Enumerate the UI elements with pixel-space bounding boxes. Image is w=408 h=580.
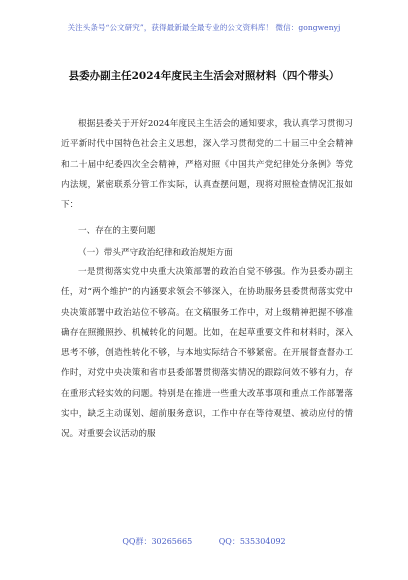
body-paragraph: 一是贯彻落实党中央重大决策部署的政治自觉不够强。作为县委办副主任，对“两个维护”的内涵要求领会不够深入，在协助服务县委贯彻落实党中央决策部署中政治站位不够高。在文稿服务工作中，对上级精神把握不够准确存在照搬照抄、机械转化的问题。比如，在起草重要文件和材料时，深入思考不够，创造性转化不够，与本地实际结合不够紧密。在开展督查督办工作时，对党中央决策和省市县委部署贯彻落实情况的跟踪问效不够有力，存在重形式轻实效的问题。特别是在推进一些重大改革事项和重点工作部署落实中，缺乏主动谋划、超前服务意识，工作中存在等待观望、被动应付的情况。对重要会议活动的服 <box>61 267 353 440</box>
footer-qq: QQ：535304092 <box>218 537 286 546</box>
section-heading: 一、存在的主要问题 <box>78 226 156 236</box>
footer-qq-group: QQ群：30265665 <box>122 537 193 546</box>
footer-contact <box>0 536 408 547</box>
subsection-heading: （一）带头严守政治纪律和政治规矩方面 <box>78 248 233 258</box>
header-notice: 关注头条号“公文研究”，获得最新最全最专业的公文资料库！ 微信：gongwenyj <box>67 23 341 32</box>
intro-paragraph: 根据县委关于开好2024年度民主生活会的通知要求，我认真学习贯彻习近平新时代中国特色社会主义思想，深入学习贯彻党的二十届三中全会精神和二十届中纪委四次全会精神，严格对照《中国共产党纪律处分条例》等党内法规，紧密联系分管工作实际，认真查摆问题，现将对照检查情况汇报如下： <box>61 119 353 211</box>
document-title: 县委办副主任2024年度民主生活会对照材料（四个带头） <box>68 70 340 82</box>
